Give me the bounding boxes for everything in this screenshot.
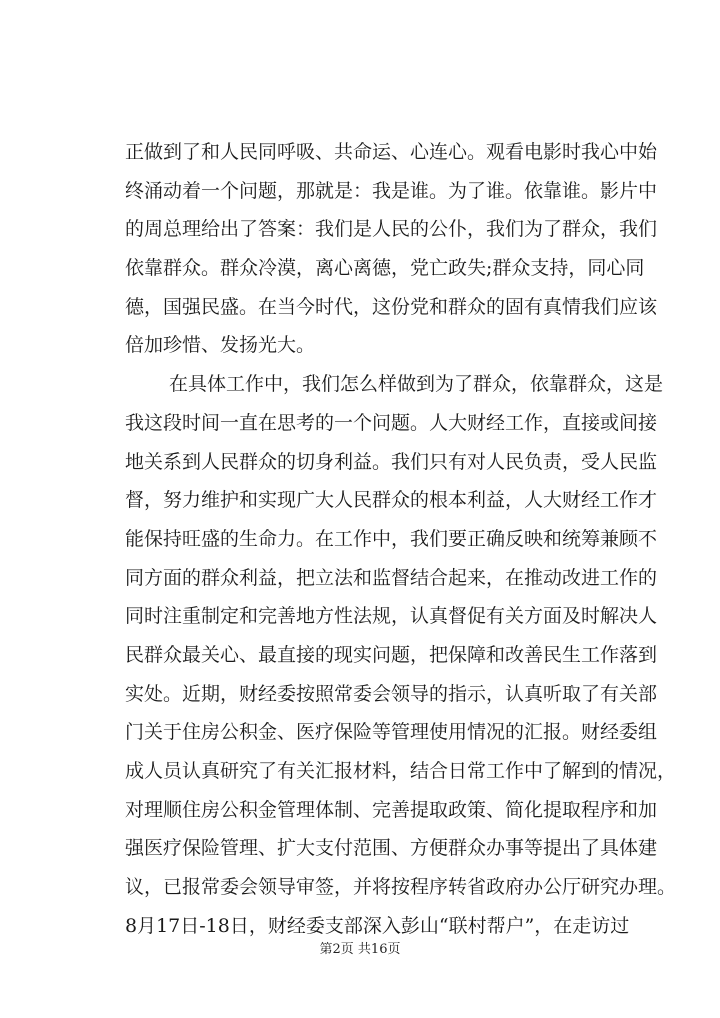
page-number-footer: 第2页 共16页	[319, 942, 401, 957]
text-line: 的周总理给出了答案：我们是人民的公仆，我们为了群众，我们	[125, 218, 658, 241]
paragraph	[125, 133, 658, 365]
text-line: 德，国强民盛。在当今时代，这份党和群众的固有真情我们应该	[125, 295, 658, 318]
text-line: 成人员认真研究了有关汇报材料，结合日常工作中了解到的情况，	[125, 760, 677, 782]
text-line: 同方面的群众利益，把立法和监督结合起来，在推动改进工作的	[125, 566, 658, 589]
text-line: 强医疗保险管理、扩大支付范围、方便群众办事等提出了具体建	[125, 837, 658, 860]
text-line: 正做到了和人民同呼吸、共命运、心连心。观看电影时我心中始	[125, 141, 658, 163]
text-line: 同时注重制定和完善地方性法规，认真督促有关方面及时解决人	[125, 605, 658, 628]
text-line: 终涌动着一个问题，那就是：我是谁。为了谁。依靠谁。影片中	[125, 179, 658, 202]
text-line: 对理顺住房公积金管理体制、完善提取政策、简化提取程序和加	[125, 798, 658, 821]
text-line: 倍加珍惜、发扬光大。	[125, 334, 316, 357]
text-line: 在具体工作中，我们怎么样做到为了群众，依靠群众，这是	[169, 373, 664, 396]
document-body	[125, 133, 677, 945]
text-line: 督，努力维护和实现广大人民群众的根本利益，人大财经工作才	[125, 489, 658, 512]
text-line: 我这段时间一直在思考的一个问题。人大财经工作，直接或间接	[125, 411, 658, 434]
text-line: 实处。近期，财经委按照常委会领导的指示，认真听取了有关部	[125, 682, 658, 705]
text-line: 民群众最关心、最直接的现实问题，把保障和改善民生工作落到	[125, 643, 658, 666]
text-line: 能保持旺盛的生命力。在工作中，我们要正确反映和统筹兼顾不	[125, 527, 658, 550]
text-line: 8月17日-18日，财经委支部深入彭山“联村帮户”，在走访过	[125, 914, 630, 937]
text-line: 依靠群众。群众冷漠，离心离德，党亡政失;群众支持，同心同	[125, 257, 645, 280]
text-line: 地关系到人民群众的切身利益。我们只有对人民负责，受人民监	[125, 450, 658, 473]
paragraph	[125, 365, 677, 945]
text-line: 门关于住房公积金、医疗保险等管理使用情况的汇报。财经委组	[125, 721, 658, 744]
text-line: 议，已报常委会领导审签，并将按程序转省政府办公厅研究办理。	[125, 876, 677, 899]
